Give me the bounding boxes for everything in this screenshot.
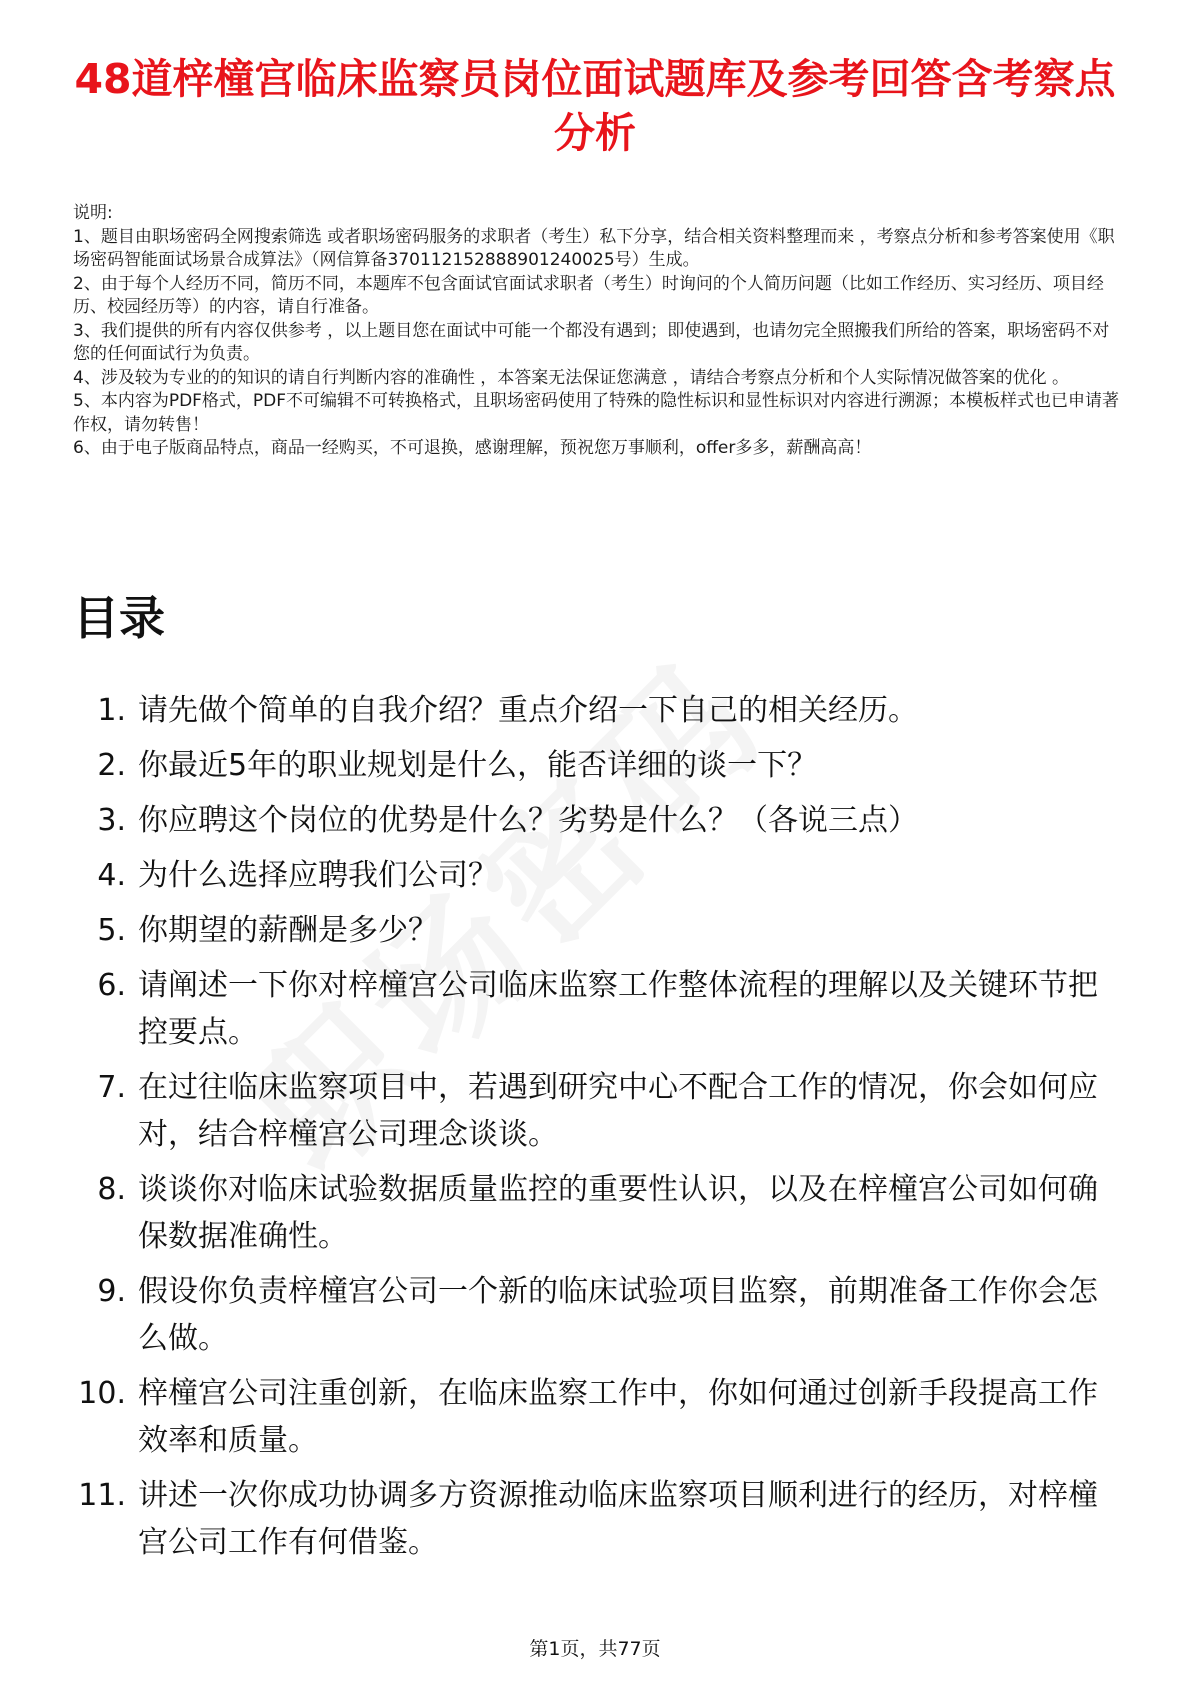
toc-item-number: 3.	[97, 803, 126, 838]
notes-section	[73, 202, 1123, 461]
document-title: 48道梓橦宫临床监察员岗位面试题库及参考回答含考察点分析	[74, 55, 1116, 157]
toc-item-number: 6.	[97, 968, 126, 1003]
toc-item[interactable]	[60, 1472, 1120, 1566]
toc-item-number: 11.	[78, 1478, 126, 1513]
toc-item-number: 8.	[97, 1172, 126, 1207]
toc-item-number: 5.	[97, 913, 126, 948]
toc-item[interactable]	[60, 1370, 1120, 1464]
toc-item-text: 谈谈你对临床试验数据质量监控的重要性认识，以及在梓橦宫公司如何确保数据准确性。	[138, 1172, 1098, 1254]
toc-list	[60, 687, 1120, 1574]
toc-item-number: 2.	[97, 748, 126, 783]
toc-item-number: 4.	[97, 858, 126, 893]
toc-item-text: 请先做个简单的自我介绍？重点介绍一下自己的相关经历。	[138, 693, 918, 728]
toc-item-number: 7.	[97, 1070, 126, 1105]
note-item: 6、由于电子版商品特点，商品一经购买，不可退换，感谢理解，预祝您万事顺利，offer多多，薪酬高高！	[73, 438, 872, 458]
toc-item[interactable]	[60, 1064, 1120, 1158]
toc-heading: 目录	[73, 591, 165, 645]
toc-item[interactable]	[60, 907, 1120, 954]
toc-item-text: 讲述一次你成功协调多方资源推动临床监察项目顺利进行的经历，对梓橦宫公司工作有何借鉴。	[138, 1478, 1098, 1560]
toc-item[interactable]	[60, 1166, 1120, 1260]
notes-heading: 说明:	[73, 203, 113, 223]
toc-item-text: 梓橦宫公司注重创新，在临床监察工作中，你如何通过创新手段提高工作效率和质量。	[138, 1376, 1098, 1458]
toc-item-number: 1.	[97, 693, 126, 728]
toc-item-number: 9.	[97, 1274, 126, 1309]
toc-item-text: 在过往临床监察项目中，若遇到研究中心不配合工作的情况，你会如何应对，结合梓橦宫公司理念谈谈。	[138, 1070, 1098, 1152]
toc-item[interactable]	[60, 962, 1120, 1056]
toc-item-text: 你期望的薪酬是多少？	[138, 913, 438, 948]
toc-item[interactable]	[60, 797, 1120, 844]
toc-item-text: 为什么选择应聘我们公司？	[138, 858, 498, 893]
toc-item-text: 你应聘这个岗位的优势是什么？劣势是什么？（各说三点）	[138, 803, 918, 838]
toc-item[interactable]	[60, 742, 1120, 789]
toc-item[interactable]	[60, 1268, 1120, 1362]
note-item: 5、本内容为PDF格式，PDF不可编辑不可转换格式，且职场密码使用了特殊的隐性标识和显性标识对内容进行溯源；本模板样式也已申请著作权，请勿转售！	[73, 391, 1120, 435]
note-item: 3、我们提供的所有内容仅供参考 ，以上题目您在面试中可能一个都没有遇到；即使遇到，也请勿完全照搬我们所给的答案，职场密码不对您的任何面试行为负责。	[73, 320, 1110, 364]
toc-item-text: 请阐述一下你对梓橦宫公司临床监察工作整体流程的理解以及关键环节把控要点。	[138, 968, 1098, 1050]
toc-item[interactable]	[60, 852, 1120, 899]
page-footer: 第1页，共77页	[529, 1638, 661, 1660]
toc-item-text: 你最近5年的职业规划是什么，能否详细的谈一下？	[138, 748, 818, 783]
note-item: 2、由于每个人经历不同，简历不同，本题库不包含面试官面试求职者（考生）时询问的个人简历问题（比如工作经历、实习经历、项目经历、校园经历等）的内容，请自行准备。	[73, 273, 1104, 317]
note-item: 4、涉及较为专业的的知识的请自行判断内容的准确性 ，本答案无法保证您满意 ，请结合考察点分析和个人实际情况做答案的优化 。	[73, 367, 1070, 388]
toc-item[interactable]	[60, 687, 1120, 734]
note-item: 1、题目由职场密码全网搜索筛选 或者职场密码服务的求职者（考生）私下分享，结合相关资料整理而来 ，考察点分析和参考答案使用《职场密码智能面试场景合成算法》（网信算备370112152888901240025号）生成。	[73, 226, 1115, 270]
toc-item-text: 假设你负责梓橦宫公司一个新的临床试验项目监察，前期准备工作你会怎么做。	[138, 1274, 1098, 1356]
toc-item-number: 10.	[78, 1376, 126, 1411]
